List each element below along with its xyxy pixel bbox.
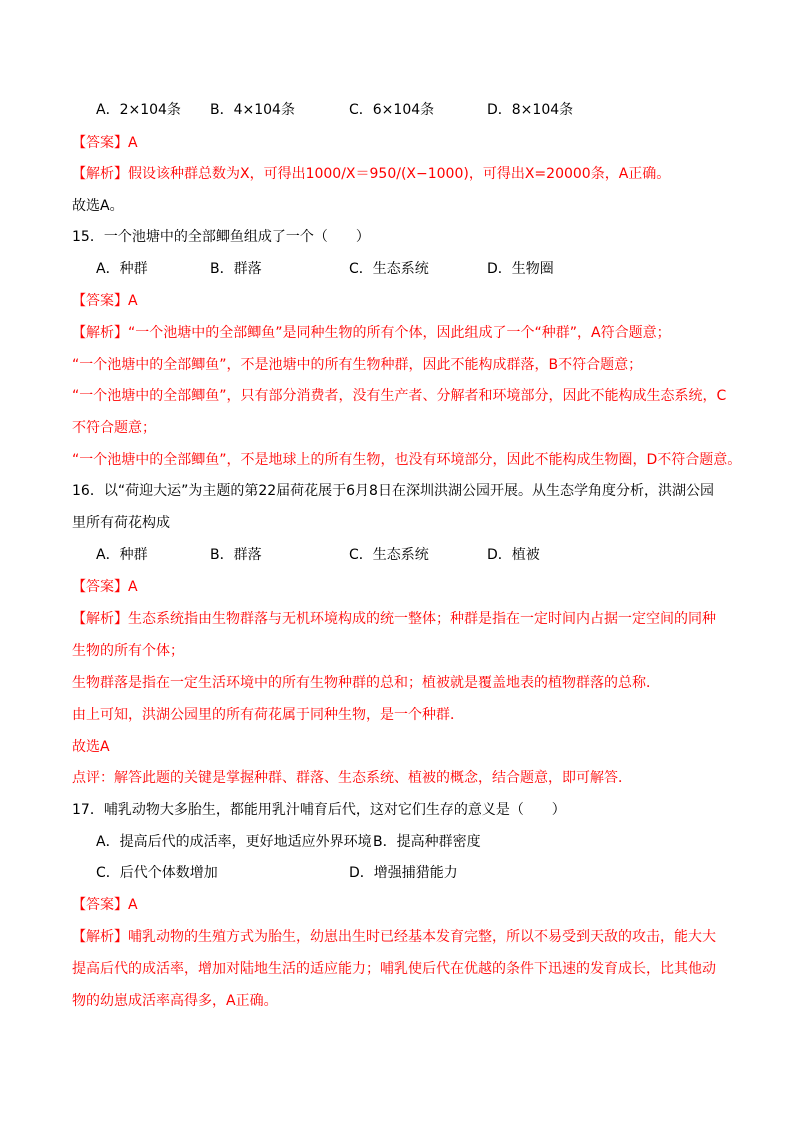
- q15-analysis-line: “一个池塘中的全部鲫鱼”，不是地球上的所有生物，也没有环境部分，因此不能构成生物圈，D不符合题意。: [72, 452, 742, 468]
- option-a: A．种群: [96, 547, 148, 563]
- q14-conclusion: 故选A。: [72, 198, 124, 214]
- q16-analysis-line: 由上可知，洪湖公园里的所有荷花属于同种生物，是一个种群．: [72, 707, 464, 723]
- q17-analysis-line: 物的幼崽成活率高得多，A正确。: [72, 993, 278, 1009]
- q16-conclusion: 故选A: [72, 739, 110, 755]
- q16-answer: 【答案】A: [72, 579, 138, 595]
- option-b: B．群落: [210, 261, 262, 277]
- option-a: A．种群: [96, 261, 148, 277]
- option-a: A．2×104条: [96, 102, 181, 118]
- q15-answer: 【答案】A: [72, 293, 138, 309]
- q15-analysis-line: 不符合题意；: [72, 420, 156, 436]
- option-a: A．提高后代的成活率，更好地适应外界环境: [96, 834, 372, 850]
- q16-analysis-line: 生物群落是指在一定生活环境中的所有生物种群的总和；植被就是覆盖地表的植物群落的总称．: [72, 675, 660, 691]
- q14-answer: 【答案】A: [72, 135, 138, 151]
- q15-question: 15．一个池塘中的全部鲫鱼组成了一个（ ）: [72, 229, 370, 245]
- option-c: C．后代个体数增加: [96, 865, 218, 881]
- q15-analysis-line: “一个池塘中的全部鲫鱼”，不是池塘中的所有生物种群，因此不能构成群落，B不符合题意；: [72, 357, 643, 373]
- option-c: C．6×104条: [349, 102, 435, 118]
- option-d: D．植被: [487, 547, 540, 563]
- q16-analysis-line: 生物的所有个体；: [72, 643, 184, 659]
- q17-analysis-line: 【解析】哺乳动物的生殖方式为胎生，幼崽出生时已经基本发育完整，所以不易受到天敌的攻击，能大大: [72, 929, 716, 945]
- q16-comment: 点评：解答此题的关键是掌握种群、群落、生态系统、植被的概念，结合题意，即可解答．: [72, 770, 632, 786]
- q17-question: 17．哺乳动物大多胎生，都能用乳汁哺育后代，这对它们生存的意义是（ ）: [72, 802, 566, 818]
- option-b: B．提高种群密度: [373, 834, 481, 850]
- option-d: D．生物圈: [487, 261, 554, 277]
- q14-analysis: 【解析】假设该种群总数为X，可得出1000/X＝950/(X−1000)，可得出X=20000条，A正确。: [72, 166, 671, 182]
- option-c: C．生态系统: [349, 547, 429, 563]
- q16-analysis-line: 【解析】生态系统指由生物群落与无机环境构成的统一整体；种群是指在一定时间内占据一定空间的同种: [72, 611, 716, 627]
- q16-question-line: 里所有荷花构成: [72, 515, 170, 531]
- q17-answer: 【答案】A: [72, 897, 138, 913]
- q15-analysis-line: “一个池塘中的全部鲫鱼”，只有部分消费者，没有生产者、分解者和环境部分，因此不能构成生态系统，C: [72, 388, 727, 404]
- q17-analysis-line: 提高后代的成活率，增加对陆地生活的适应能力；哺乳使后代在优越的条件下迅速的发育成长，比其他动: [72, 961, 716, 977]
- q16-question-line: 16．以“荷迎大运”为主题的第22届荷花展于6月8日在深圳洪湖公园开展。从生态学角度分析，洪湖公园: [72, 483, 714, 499]
- option-b: B．4×104条: [210, 102, 295, 118]
- option-b: B．群落: [210, 547, 262, 563]
- option-d: D．8×104条: [487, 102, 574, 118]
- option-c: C．生态系统: [349, 261, 429, 277]
- option-d: D．增强捕猎能力: [349, 865, 458, 881]
- q15-analysis-line: 【解析】“一个池塘中的全部鲫鱼”是同种生物的所有个体，因此组成了一个“种群”，A符合题意；: [72, 325, 671, 341]
